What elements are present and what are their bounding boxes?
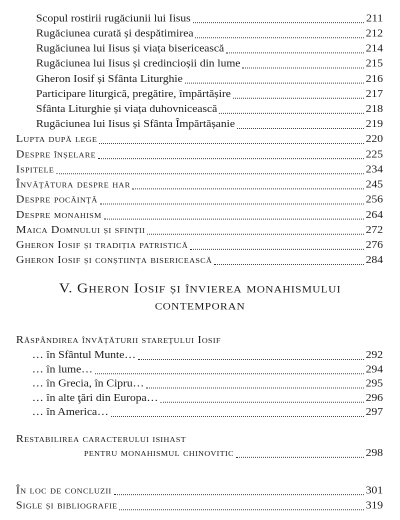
toc-section-title: Învățătura despre har	[16, 179, 131, 191]
toc-section-title: Sigle și bibliografie	[16, 500, 118, 512]
toc-section-title: Gheron Iosif și conștiința bisericească	[16, 255, 213, 266]
toc-entry-title: Scopul rostirii rugăciunii lui Iisus	[36, 13, 191, 24]
toc-entry	[36, 73, 383, 85]
toc-section	[16, 148, 383, 160]
dot-leader	[138, 359, 364, 360]
toc-section-title: Despre monahism	[16, 209, 102, 221]
toc-entry	[84, 447, 383, 459]
toc-entry	[32, 364, 383, 376]
dot-leader	[111, 416, 364, 417]
toc-entry-page: 217	[365, 88, 383, 100]
toc-entry-page: 296	[365, 392, 383, 404]
spread-heading-text: Răspândirea învățăturii stareţului Iosif	[16, 335, 221, 346]
toc-entry	[36, 58, 383, 70]
toc-entry	[36, 118, 383, 130]
toc-entry	[36, 12, 383, 24]
toc-entry-page: 215	[365, 58, 383, 70]
toc-entry-page: 295	[365, 378, 383, 390]
dot-leader	[95, 373, 364, 374]
dot-leader	[147, 234, 364, 235]
toc-entry-title: Gheron Iosif și Sfânta Liturghie	[36, 73, 183, 85]
toc-entry-title: Rugăciunea curată și despătimirea	[36, 28, 194, 40]
toc-section	[16, 484, 383, 496]
dot-leader	[56, 173, 364, 174]
toc-entry	[36, 43, 383, 55]
toc-entry	[36, 28, 383, 40]
toc-section-title: Lupta după lege	[16, 134, 98, 145]
toc-entry-page: 211	[366, 13, 383, 24]
toc-section-title: Despre pocăință	[16, 194, 98, 206]
toc-entry	[36, 103, 383, 115]
toc-entry-title: pentru monahismul chinovitic	[84, 448, 234, 459]
toc-section	[16, 254, 383, 266]
toc-section-page: 284	[365, 255, 383, 266]
toc-entry-title: Participare liturgică, pregătire, împărtășire	[36, 88, 231, 100]
toc-entry-page: 212	[365, 28, 383, 40]
toc-entry-page: 294	[365, 364, 383, 376]
toc-entry	[32, 406, 383, 418]
toc-entry-title: … în Sfântul Munte…	[32, 350, 136, 361]
toc-entry-title: Sfânta Liturghie și viața duhovnicească	[36, 104, 218, 115]
dot-leader	[195, 37, 363, 38]
toc-section	[16, 209, 383, 221]
dot-leader	[160, 402, 364, 403]
toc-entry-page: 218	[365, 104, 383, 115]
toc-entry	[32, 392, 383, 404]
toc-entry-page: 219	[365, 119, 383, 130]
dot-leader	[146, 388, 364, 389]
toc-entry	[32, 378, 383, 390]
dot-leader	[99, 143, 364, 144]
toc-entry	[36, 88, 383, 100]
toc-entry-title: Rugăciunea lui Iisus și credincioșii din lume	[36, 58, 241, 70]
toc-section-page: 264	[365, 209, 383, 221]
dot-leader	[119, 509, 363, 510]
toc-entry-page: 216	[365, 73, 383, 85]
toc-entry-title: … în Grecia, în Cipru…	[32, 378, 145, 390]
toc-entry-page: 214	[365, 43, 383, 55]
toc-entry-page: 298	[365, 448, 383, 459]
dot-leader	[104, 219, 364, 220]
toc-section-title: Maica Domnului și sfinții	[16, 224, 146, 236]
toc-entry-title: Rugăciunea lui Iisus și Sfânta Împărtășanie	[36, 119, 235, 130]
dot-leader	[100, 204, 364, 205]
toc-section	[16, 133, 383, 145]
toc-section	[16, 179, 383, 191]
dot-leader	[242, 68, 363, 69]
toc-section	[16, 239, 383, 251]
dot-leader	[237, 128, 364, 129]
dot-leader	[132, 188, 363, 189]
dot-leader	[190, 249, 364, 250]
dot-leader	[226, 52, 364, 53]
toc-entry	[32, 349, 383, 361]
dot-leader	[233, 98, 364, 99]
toc-section	[16, 500, 383, 512]
chapter-heading-line2: contemporan	[154, 298, 246, 313]
dot-leader	[193, 22, 365, 23]
toc-section-title: Despre înșelare	[16, 149, 96, 160]
toc-section-page: 301	[365, 485, 383, 496]
toc-section	[16, 164, 383, 176]
toc-section-page: 245	[365, 179, 383, 191]
dot-leader	[219, 113, 364, 114]
toc-section-page: 225	[365, 149, 383, 160]
toc-section-page: 319	[365, 500, 383, 512]
toc-section	[16, 194, 383, 206]
toc-entry-title: … în America…	[32, 407, 109, 418]
chapter-heading-line1: V. Gheron Iosif și învierea monahismului	[58, 281, 342, 296]
toc-entry-title: … în alte ţări din Europa…	[32, 392, 159, 404]
dot-leader	[114, 494, 364, 495]
restore-heading	[16, 433, 383, 445]
dot-leader	[214, 264, 364, 265]
toc-section-title: Gheron Iosif și tradiția patristică	[16, 240, 189, 251]
toc-entry-title: Rugăciunea lui Iisus și viața bisericească	[36, 43, 225, 55]
toc-section-page: 272	[365, 224, 383, 236]
toc-section	[16, 224, 383, 236]
restore-heading-text: Restabilirea caracterului isihast	[16, 433, 186, 445]
toc-section-page: 256	[365, 194, 383, 206]
dot-leader	[185, 83, 364, 84]
spread-heading	[16, 334, 383, 346]
toc-section-page: 234	[365, 164, 383, 176]
toc-entry-title: … în lume…	[32, 364, 93, 376]
dot-leader	[236, 457, 364, 458]
toc-entry-page: 292	[365, 350, 383, 361]
toc-section-page: 220	[365, 134, 383, 145]
dot-leader	[98, 158, 364, 159]
toc-entry-page: 297	[365, 407, 383, 418]
toc-section-title: Ispitele	[16, 164, 55, 176]
toc-section-title: În loc de concluzii	[16, 485, 112, 496]
toc-section-page: 276	[365, 240, 383, 251]
